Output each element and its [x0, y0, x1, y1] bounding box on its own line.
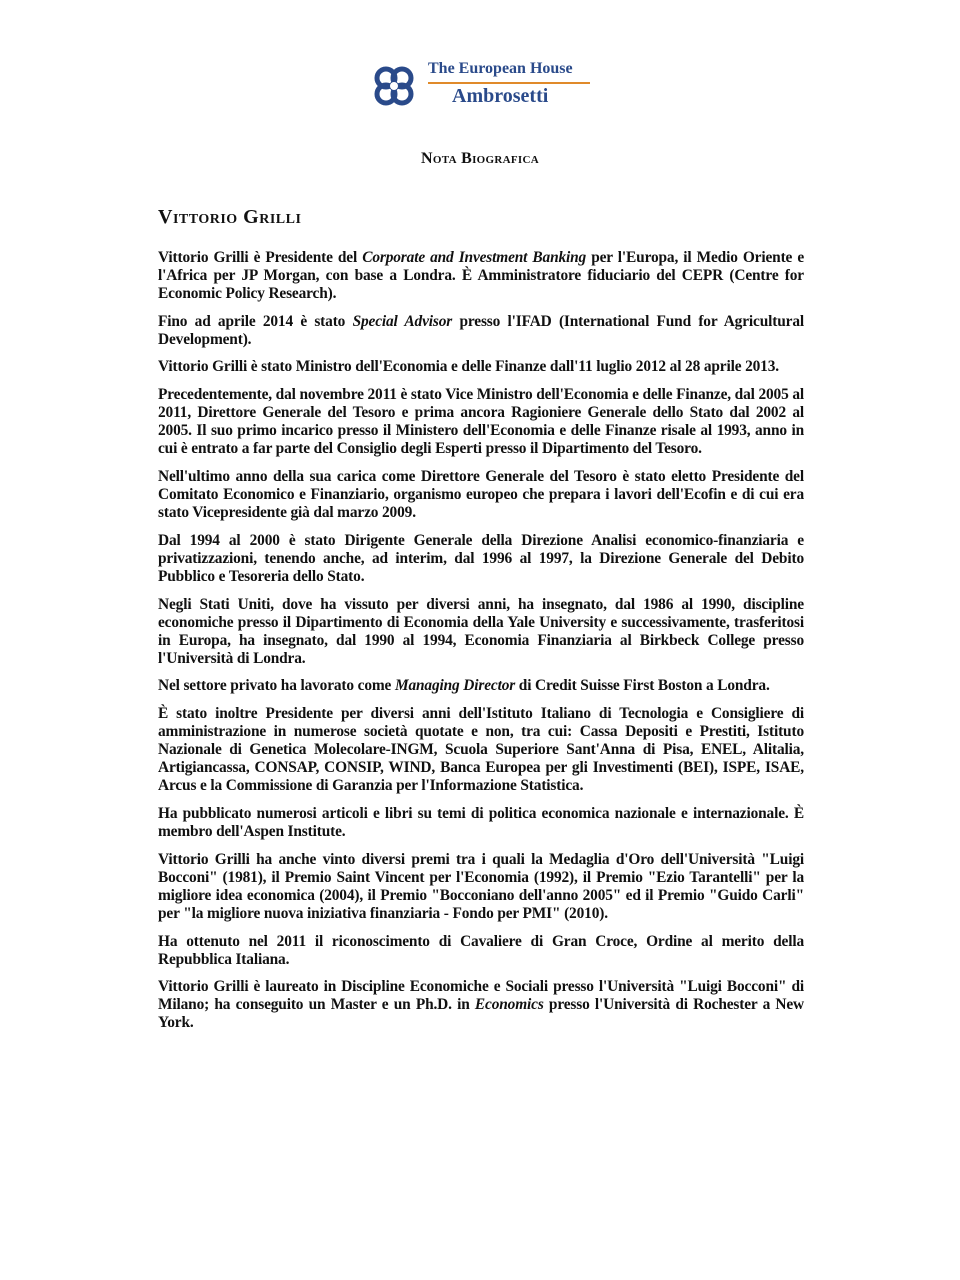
paragraph-efc: Nell'ultimo anno della sua carica come Direttore Generale del Tesoro è stato eletto Presidente del Comitato Economico e Finanziario, organismo europeo che prepara i lavori dell'Ecofin e di cui era stato Vicepresidente già dal marzo 2009. [158, 467, 804, 522]
paragraph-teaching: Negli Stati Uniti, dove ha vissuto per diversi anni, ha insegnato, dal 1986 al 1990, discipline economiche presso il Dipartimento di Economia della Yale University e successivamente, trasferitosi in Europa, ha insegnato, dal 1990 al 1994, Economia Finanziaria al Birkbeck College presso l'Università di Londra. [158, 595, 804, 667]
paragraph-honors: Ha ottenuto nel 2011 il riconoscimento di Cavaliere di Gran Croce, Ordine al merito della Repubblica Italiana. [158, 932, 804, 968]
company-logo [372, 60, 602, 112]
paragraph-education: Vittorio Grilli è laureato in Discipline Economiche e Sociali presso l'Università "Luigi Bocconi" di Milano; ha conseguito un Master e un Ph.D. in Economics presso l'Università di Rochester a New York. [158, 978, 804, 1032]
paragraph-ifad: Fino ad aprile 2014 è stato Special Advisor presso l'IFAD (International Fund for Agricultural Development). [158, 312, 804, 348]
biography-body [158, 249, 804, 1042]
logo-divider [428, 82, 590, 84]
paragraph-director-general: Dal 1994 al 2000 è stato Dirigente Generale della Direzione Analisi economico-finanziaria e privatizzazioni, tenendo anche, ad interim, dal 1996 al 1997, la Direzione Generale del Debito Pubblico e Tesoreria dello Stato. [158, 531, 804, 585]
ambrosetti-logo-icon [372, 64, 422, 108]
paragraph-minister: Vittorio Grilli è stato Ministro dell'Economia e delle Finanze dall'11 luglio 2012 al 28 aprile 2013. [158, 358, 779, 376]
document-type-heading: Nota Biografica [421, 150, 539, 167]
paragraph-private-sector: Nel settore privato ha lavorato come Managing Director di Credit Suisse First Boston a Londra. [158, 677, 770, 695]
paragraph-awards: Vittorio Grilli ha anche vinto diversi premi tra i quali la Medaglia d'Oro dell'Università "Luigi Bocconi" (1981), il Premio Saint Vincent per l'Economia (1992), il Premio "Ezio Tarantelli" per la migliore idea economica (2004), il Premio "Bocconiano dell'anno 2005" ed il Premio "Guido Carli" per "la migliore nuova iniziativa finanziaria - Fondo per PMI" (2010). [158, 850, 804, 922]
paragraph-boards: È stato inoltre Presidente per diversi anni dell'Istituto Italiano di Tecnologia e Consigliere di amministrazione in numerose società quotate e non, tra cui: Cassa Depositi e Prestiti, Istituto Nazionale di Genetica Molecolare-INGM, Scuola Superiore Sant'Anna di Pisa, ENEL, Alitalia, Artigiancassa, CONSAP, CONSIP, WIND, Banca Europea per gli Investimenti (BEI), ISPE, ISAE, Arcus e la Commissione di Garanzia per l'Informazione Statistica. [158, 704, 804, 795]
paragraph-previous-roles: Precedentemente, dal novembre 2011 è stato Vice Ministro dell'Economia e delle Finanze, dal 2005 al 2011, Direttore Generale del Tesoro e prima ancora Ragioniere Generale dello Stato dal 2002 al 2005. Il suo primo incarico presso il Ministero dell'Economia e delle Finanze risale al 1993, anno in cui è entrato a far parte del Consiglio degli Esperti presso il Dipartimento del Tesoro. [158, 386, 805, 458]
person-name-heading: Vittorio Grilli [158, 206, 302, 228]
logo-text-line2: Ambrosetti [452, 85, 549, 107]
paragraph-publications: Ha pubblicato numerosi articoli e libri su temi di politica economica nazionale e internazionale. È membro dell'Aspen Institute. [158, 804, 804, 841]
paragraph-current-role: Vittorio Grilli è Presidente del Corporate and Investment Banking per l'Europa, il Medio Oriente e l'Africa per JP Morgan, con base a Londra. È Amministratore fiduciario del CEPR (Centre for Economic Policy Research). [158, 249, 805, 303]
logo-text-line1: The European House [428, 60, 573, 77]
